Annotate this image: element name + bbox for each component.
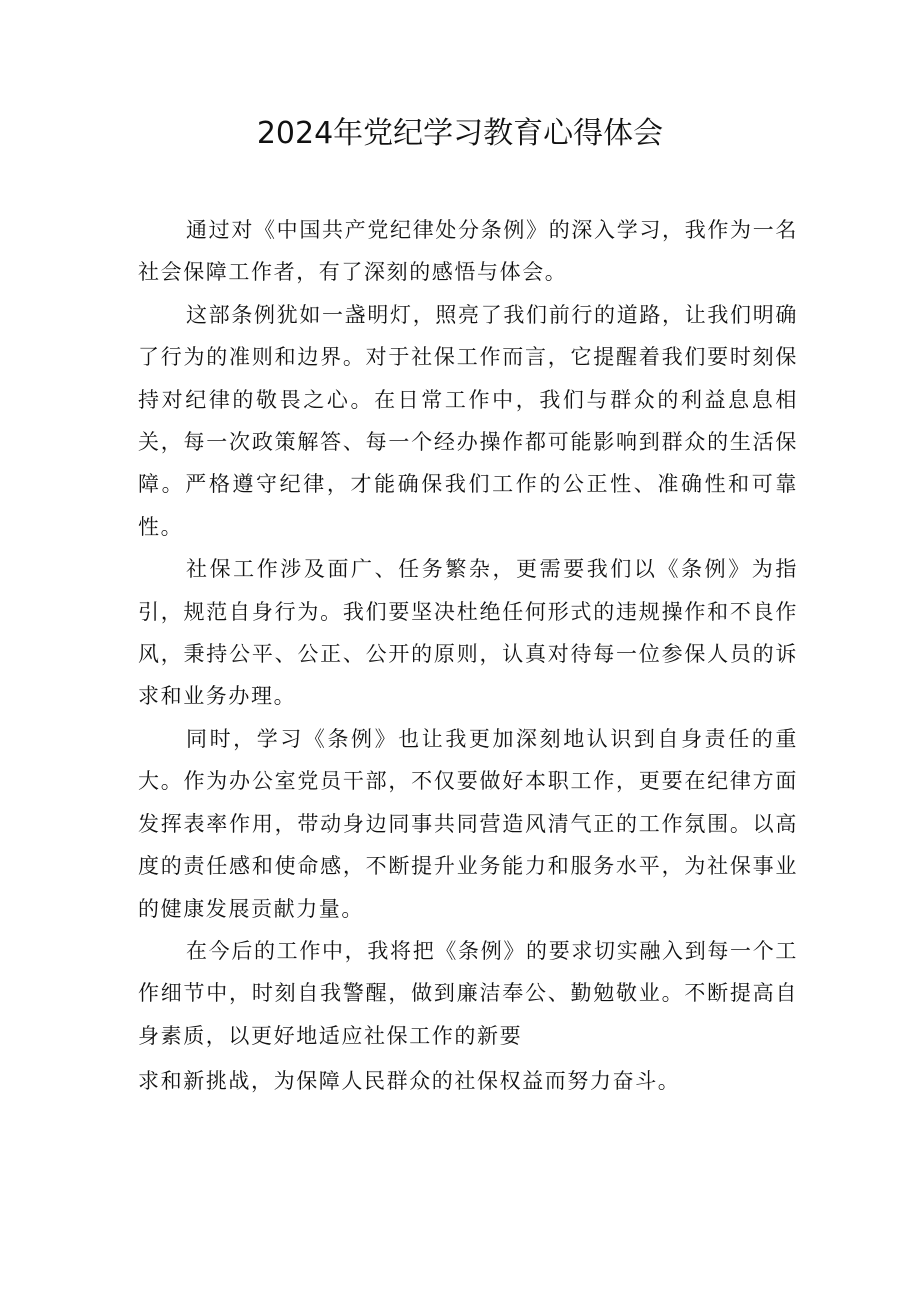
paragraph-3: 社保工作涉及面广、任务繁杂，更需要我们以《条例》为指引，规范自身行为。我们要坚决杜绝任何形式的违规操作和不良作风，秉持公平、公正、公开的原则，认真对待每一位参保人员的诉求和业务办理。 — [138, 557, 798, 709]
document-body — [138, 209, 798, 1103]
closing-line: 求和新挑战，为保障人民群众的社保权益而努力奋斗。 — [138, 1069, 681, 1094]
document-title: 2024年党纪学习教育心得体会 — [256, 116, 664, 151]
paragraph-2: 这部条例犹如一盏明灯，照亮了我们前行的道路，让我们明确了行为的准则和边界。对于社保工作而言，它提醒着我们要时刻保持对纪律的敬畏之心。在日常工作中，我们与群众的利益息息相关，每一次政策解答、每一个经办操作都可能影响到群众的生活保障。严格遵守纪律，才能确保我们工作的公正性、准确性和可靠性。 — [138, 302, 798, 539]
paragraph-5: 在今后的工作中，我将把《条例》的要求切实融入到每一个工作细节中，时刻自我警醒，做到廉洁奉公、勤勉敬业。不断提高自身素质，以更好地适应社保工作的新要 — [138, 938, 798, 1048]
paragraph-4: 同时，学习《条例》也让我更加深刻地认识到自身责任的重大。作为办公室党员干部，不仅要做好本职工作，更要在纪律方面发挥表率作用，带动身边同事共同营造风清气正的工作氛围。以高度的责任感和使命感，不断提升业务能力和服务水平，为社保事业的健康发展贡献力量。 — [138, 726, 798, 921]
paragraph-1: 通过对《中国共产党纪律处分条例》的深入学习，我作为一名社会保障工作者，有了深刻的感悟与体会。 — [138, 218, 798, 285]
